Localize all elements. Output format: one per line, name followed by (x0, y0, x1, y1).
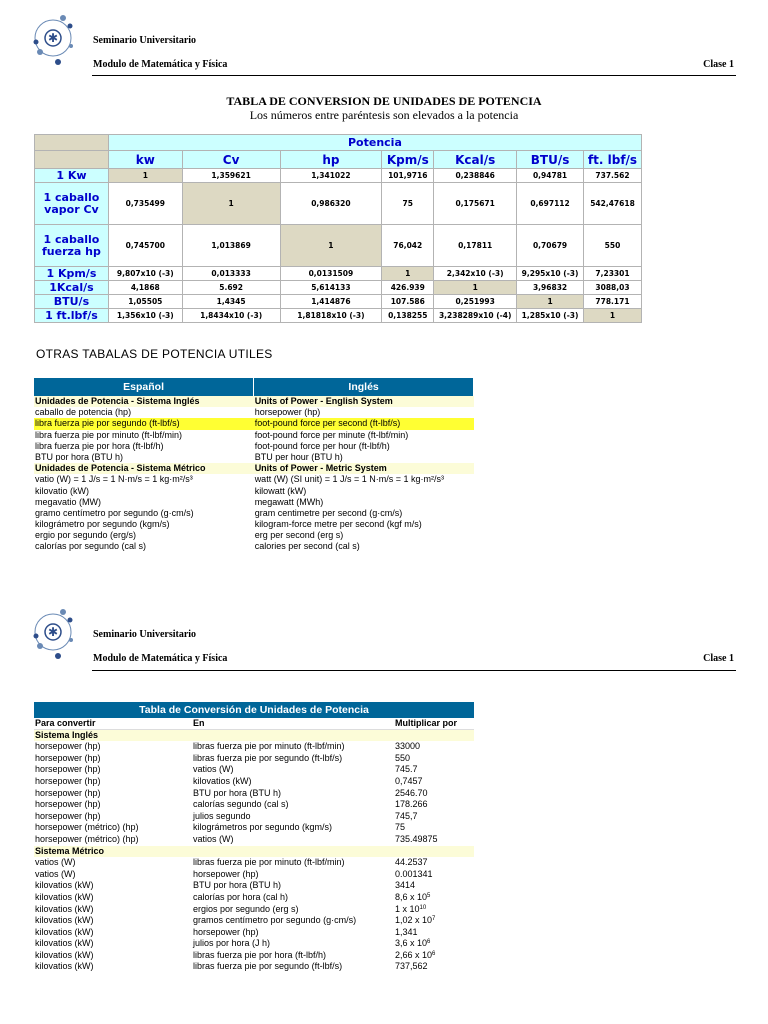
cell-text: horsepower (hp) (35, 764, 101, 775)
column-header-spanish: Español (34, 378, 254, 396)
cell-to (192, 869, 394, 881)
table-cell: 5,614133 (280, 281, 382, 295)
column-header: En (192, 718, 394, 730)
cell-text: 0.001341 (395, 868, 433, 879)
cell-to (192, 846, 394, 858)
english-term: gram centimetre per second (g·cm/s) (254, 508, 474, 519)
cell-text: BTU por hora (BTU h) (193, 787, 282, 798)
cell-from (34, 961, 192, 973)
power-table-row (35, 281, 642, 295)
cell-text: horsepower (hp) (193, 868, 259, 879)
cell-text: 1,341 (395, 926, 418, 937)
cell-from (34, 892, 192, 904)
table-cell: 75 (382, 183, 434, 225)
table-cell: 1,8434x10 (-3) (182, 309, 280, 323)
section-row (34, 463, 474, 474)
cell-text: kilovatios (kW) (35, 926, 94, 937)
spanish-term: Unidades de Potencia - Sistema Inglés (34, 396, 254, 407)
table-cell: 1 (434, 281, 517, 295)
column-header: kw (108, 151, 182, 169)
english-term: Units of Power - Metric System (254, 463, 474, 474)
list-item (34, 497, 474, 508)
header-divider (92, 75, 736, 76)
cell-text: 737,562 (395, 961, 428, 972)
column-header: Kcal/s (434, 151, 517, 169)
table-cell: 5.692 (182, 281, 280, 295)
english-term: kilowatt (kW) (254, 486, 474, 497)
cell-factor (394, 961, 474, 973)
cell-text: vatios (W) (35, 857, 76, 868)
table-row (34, 822, 474, 834)
document-subtitle: Los números entre paréntesis son elevados a la potencia (249, 108, 519, 122)
cell-from (34, 857, 192, 869)
power-table-row (35, 295, 642, 309)
cell-to (192, 764, 394, 776)
list-item (34, 541, 474, 552)
column-header: hp (280, 151, 382, 169)
cell-to (192, 799, 394, 811)
cell-text: horsepower (métrico) (hp) (35, 822, 139, 833)
utn-logo-icon (30, 12, 76, 68)
table-cell: 4,1868 (108, 281, 182, 295)
module-title: Modulo de Matemática y Física (93, 653, 228, 664)
table-cell: 1,356x10 (-3) (108, 309, 182, 323)
table-row (34, 764, 474, 776)
cell-text: gramos centímetro por segundo (g·cm/s) (193, 915, 357, 926)
row-header: BTU/s (35, 295, 109, 309)
cell-text: libras fuerza pie por segundo (ft-lbf/s) (193, 961, 343, 972)
cell-text: libras fuerza pie por minuto (ft-lbf/min) (193, 857, 345, 868)
cell-to (192, 811, 394, 823)
cell-to (192, 857, 394, 869)
english-term: erg per second (erg s) (254, 530, 474, 541)
english-term: BTU per hour (BTU h) (254, 452, 474, 463)
cell-to (192, 788, 394, 800)
table-cell: 7,23301 (584, 267, 642, 281)
cell-from (34, 904, 192, 916)
cell-to (192, 892, 394, 904)
table-row (34, 938, 474, 950)
column-header: ft. lbf/s (584, 151, 642, 169)
table-cell: 3,96832 (517, 281, 584, 295)
table-row (34, 904, 474, 916)
cell-text: 33000 (395, 741, 421, 752)
list-item (34, 474, 474, 485)
cell-to (192, 822, 394, 834)
table-cell: 1 (584, 309, 642, 323)
table-cell: 1,359621 (182, 169, 280, 183)
exponent: 6 (432, 950, 436, 957)
cell-factor (394, 869, 474, 881)
row-header: 1 ft.lbf/s (35, 309, 109, 323)
cell-text: kilovatios (kW) (193, 775, 252, 786)
cell-text: julios por hora (J h) (193, 938, 271, 949)
table-cell: 9,807x10 (-3) (108, 267, 182, 281)
cell-text: kilovatios (kW) (35, 915, 94, 926)
cell-text: horsepower (métrico) (hp) (35, 833, 139, 844)
table-row (34, 892, 474, 904)
table-cell: 0,238846 (434, 169, 517, 183)
cell-text: 0,7457 (395, 775, 423, 786)
table-cell: 1 (517, 295, 584, 309)
table-row (34, 834, 474, 846)
english-term: kilogram-force metre per second (kgf m/s) (254, 519, 474, 530)
english-term: calories per second (cal s) (254, 541, 474, 552)
cell-text: calorías segundo (cal s) (193, 799, 289, 810)
cell-text: horsepower (hp) (35, 741, 101, 752)
cell-text: libras fuerza pie por minuto (ft-lbf/min) (193, 741, 345, 752)
spanish-term: ergio por segundo (erg/s) (34, 530, 254, 541)
cell-text: 1,02 x 10 (395, 915, 433, 926)
exponent: 5 (427, 892, 431, 899)
power-table-row (35, 169, 642, 183)
page-header-1 (30, 12, 736, 68)
table-cell: 0,745700 (108, 225, 182, 267)
table-cell: 101,9716 (382, 169, 434, 183)
cell-factor (394, 915, 474, 927)
header-divider (92, 670, 736, 671)
cell-factor (394, 846, 474, 858)
spanish-term: libra fuerza pie por hora (ft-lbf/h) (34, 441, 254, 452)
table-cell: 1,013869 (182, 225, 280, 267)
cell-text: kilovatios (kW) (35, 949, 94, 960)
table-cell: 426.939 (382, 281, 434, 295)
table-cell: 0,251993 (434, 295, 517, 309)
cell-from (34, 822, 192, 834)
table-cell: 9,295x10 (-3) (517, 267, 584, 281)
document-title: TABLA DE CONVERSION DE UNIDADES DE POTENCIA (226, 94, 542, 108)
column-header: BTU/s (517, 151, 584, 169)
table-cell: 1,414876 (280, 295, 382, 309)
table-row (34, 961, 474, 973)
cell-text: kilovatios (kW) (35, 880, 94, 891)
table-cell: 0,697112 (517, 183, 584, 225)
cell-to (192, 753, 394, 765)
cell-factor (394, 764, 474, 776)
cell-from (34, 811, 192, 823)
cell-factor (394, 741, 474, 753)
cell-text: 745,7 (395, 810, 418, 821)
table-cell: 778.171 (584, 295, 642, 309)
spanish-term: kilovatio (kW) (34, 486, 254, 497)
table-cell: 0,735499 (108, 183, 182, 225)
cell-text: horsepower (hp) (35, 787, 101, 798)
table-row (34, 811, 474, 823)
table-row (34, 741, 474, 753)
table-cell: 0,175671 (434, 183, 517, 225)
row-header: 1 caballo fuerza hp (35, 225, 109, 267)
cell-text: kilovatios (kW) (35, 903, 94, 914)
table-row (34, 869, 474, 881)
table-cell: 0,70679 (517, 225, 584, 267)
table-row (34, 788, 474, 800)
english-term: foot-pound force per hour (ft-lbf/h) (254, 441, 474, 452)
table-cell: 0,013333 (182, 267, 280, 281)
table-row (34, 927, 474, 939)
table-row (34, 880, 474, 892)
spanish-term: kilográmetro por segundo (kgm/s) (34, 519, 254, 530)
section-row (34, 846, 474, 858)
cell-factor (394, 834, 474, 846)
table-cell: 0,94781 (517, 169, 584, 183)
column-header: Kpm/s (382, 151, 434, 169)
units-language-table (34, 378, 474, 553)
cell-factor (394, 880, 474, 892)
cell-from (34, 915, 192, 927)
list-item (34, 418, 474, 429)
table-cell: 107.586 (382, 295, 434, 309)
module-title: Modulo de Matemática y Física (93, 59, 228, 70)
cell-text: horsepower (hp) (35, 775, 101, 786)
english-term: foot-pound force per minute (ft-lbf/min) (254, 430, 474, 441)
list-item (34, 486, 474, 497)
table-cell: 737.562 (584, 169, 642, 183)
seminar-title: Seminario Universitario (93, 629, 197, 640)
conversion-factor-table (34, 702, 474, 973)
svg-text:✱: ✱ (47, 31, 59, 45)
cell-text: libras fuerza pie por segundo (ft-lbf/s) (193, 752, 343, 763)
column-header-english: Inglés (254, 378, 474, 396)
cell-from (34, 741, 192, 753)
table-cell: 0,0131509 (280, 267, 382, 281)
cell-text: 735.49875 (395, 833, 438, 844)
table-cell: 1 (382, 267, 434, 281)
row-header: 1 Kw (35, 169, 109, 183)
cell-text: 2546.70 (395, 787, 428, 798)
cell-text: 550 (395, 752, 411, 763)
cell-factor (394, 904, 474, 916)
table-cell: 550 (584, 225, 642, 267)
table-row (34, 915, 474, 927)
table-row (34, 799, 474, 811)
power-conversion-table (34, 134, 642, 323)
power-table-row (35, 309, 642, 323)
cell-to (192, 904, 394, 916)
cell-text: 178.266 (395, 799, 428, 810)
table-row (34, 950, 474, 962)
row-header: 1 Kpm/s (35, 267, 109, 281)
cell-factor (394, 730, 474, 742)
spanish-term: caballo de potencia (hp) (34, 407, 254, 418)
row-header: 1Kcal/s (35, 281, 109, 295)
table-cell: 0,17811 (434, 225, 517, 267)
table-cell: 1,341022 (280, 169, 382, 183)
cell-from (34, 950, 192, 962)
cell-from (34, 799, 192, 811)
cell-to (192, 730, 394, 742)
cell-factor (394, 811, 474, 823)
column-header: Cv (182, 151, 280, 169)
table-cell: 0,138255 (382, 309, 434, 323)
cell-from (34, 776, 192, 788)
cell-to (192, 915, 394, 927)
cell-text: Sistema Inglés (35, 730, 99, 741)
class-number: Clase 1 (703, 59, 734, 70)
cell-text: 2,66 x 10 (395, 949, 433, 960)
power-table-row (35, 267, 642, 281)
list-item (34, 441, 474, 452)
utn-logo-icon (30, 606, 76, 662)
cell-text: 3,6 x 10 (395, 938, 428, 949)
list-item (34, 508, 474, 519)
table-cell: 1,4345 (182, 295, 280, 309)
english-term: Units of Power - English System (254, 396, 474, 407)
svg-text:✱: ✱ (47, 625, 59, 639)
cell-factor (394, 950, 474, 962)
cell-text: vatios (W) (193, 764, 234, 775)
cell-text: vatios (W) (193, 833, 234, 844)
cell-factor (394, 822, 474, 834)
cell-text: julios segundo (193, 810, 251, 821)
corner-cell (35, 135, 109, 151)
cell-from (34, 788, 192, 800)
cell-from (34, 730, 192, 742)
section-row (34, 396, 474, 407)
list-item (34, 430, 474, 441)
cell-factor (394, 753, 474, 765)
list-item (34, 407, 474, 418)
row-header: 1 caballo vapor Cv (35, 183, 109, 225)
cell-to (192, 741, 394, 753)
exponent: 7 (432, 916, 436, 923)
english-term: watt (W) (SI unit) = 1 J/s = 1 N·m/s = 1 kg·m²/s³ (254, 474, 474, 485)
list-item (34, 530, 474, 541)
table-cell: 1 (280, 225, 382, 267)
list-item (34, 452, 474, 463)
section-row (34, 730, 474, 742)
cell-text: 745.7 (395, 764, 418, 775)
cell-text: Sistema Métrico (35, 845, 105, 856)
cell-to (192, 880, 394, 892)
cell-text: 8,6 x 10 (395, 891, 428, 902)
cell-to (192, 927, 394, 939)
cell-to (192, 776, 394, 788)
cell-to (192, 834, 394, 846)
spanish-term: BTU por hora (BTU h) (34, 452, 254, 463)
english-term: horsepower (hp) (254, 407, 474, 418)
cell-factor (394, 857, 474, 869)
cell-from (34, 880, 192, 892)
cell-from (34, 927, 192, 939)
spanish-term: libra fuerza pie por segundo (ft-lbf/s) (34, 418, 254, 429)
seminar-title: Seminario Universitario (93, 35, 197, 46)
cell-from (34, 869, 192, 881)
cell-text: calorías por hora (cal h) (193, 891, 289, 902)
exponent: 10 (419, 904, 427, 911)
table-cell: 76,042 (382, 225, 434, 267)
cell-from (34, 834, 192, 846)
class-number: Clase 1 (703, 653, 734, 664)
cell-factor (394, 799, 474, 811)
table-cell: 3,238289x10 (-4) (434, 309, 517, 323)
table-caption: Tabla de Conversión de Unidades de Potencia (34, 702, 474, 718)
table-cell: 1,81818x10 (-3) (280, 309, 382, 323)
cell-text: 44.2537 (395, 857, 428, 868)
cell-factor (394, 938, 474, 950)
table-cell: 542,47618 (584, 183, 642, 225)
table-cell: 1 (108, 169, 182, 183)
cell-text: 3414 (395, 880, 416, 891)
english-term: megawatt (MWh) (254, 497, 474, 508)
spanish-term: megavatio (MW) (34, 497, 254, 508)
cell-text: vatios (W) (35, 868, 76, 879)
cell-factor (394, 927, 474, 939)
spanish-term: Unidades de Potencia - Sistema Métrico (34, 463, 254, 474)
cell-factor (394, 892, 474, 904)
cell-factor (394, 776, 474, 788)
cell-text: ergios por segundo (erg s) (193, 903, 299, 914)
table-row (34, 776, 474, 788)
cell-text: 1 x 10 (395, 903, 420, 914)
section-heading: OTRAS TABALAS DE POTENCIA UTILES (36, 347, 273, 361)
cell-to (192, 938, 394, 950)
cell-factor (394, 788, 474, 800)
table-cell: 2,342x10 (-3) (434, 267, 517, 281)
table-cell: 3088,03 (584, 281, 642, 295)
table-row (34, 857, 474, 869)
cell-from (34, 753, 192, 765)
spanish-term: vatio (W) = 1 J/s = 1 N·m/s = 1 kg·m²/s³ (34, 474, 254, 485)
table-cell: 0,986320 (280, 183, 382, 225)
spanish-term: calorías por segundo (cal s) (34, 541, 254, 552)
table-cell: 1,05505 (108, 295, 182, 309)
cell-text: horsepower (hp) (35, 810, 101, 821)
power-table-row (35, 183, 642, 225)
cell-from (34, 764, 192, 776)
cell-text: horsepower (hp) (193, 926, 259, 937)
cell-text: libras fuerza pie por hora (ft-lbf/h) (193, 949, 327, 960)
cell-text: BTU por hora (BTU h) (193, 880, 282, 891)
table-cell: 1,285x10 (-3) (517, 309, 584, 323)
spanish-term: gramo centímetro por segundo (g·cm/s) (34, 508, 254, 519)
english-term: foot-pound force per second (ft-lbf/s) (254, 418, 474, 429)
power-table-row (35, 225, 642, 267)
cell-text: kilográmetros por segundo (kgm/s) (193, 822, 333, 833)
column-header: Multiplicar por (394, 718, 474, 730)
cell-text: horsepower (hp) (35, 799, 101, 810)
table-cell: 1 (182, 183, 280, 225)
exponent: 6 (427, 939, 431, 946)
cell-from (34, 938, 192, 950)
table-row (34, 753, 474, 765)
cell-to (192, 950, 394, 962)
page-header-2 (30, 606, 736, 662)
cell-text: kilovatios (kW) (35, 961, 94, 972)
table-caption: Potencia (108, 135, 641, 151)
cell-text: 75 (395, 822, 406, 833)
corner-cell (35, 151, 109, 169)
cell-to (192, 961, 394, 973)
cell-text: kilovatios (kW) (35, 891, 94, 902)
cell-text: kilovatios (kW) (35, 938, 94, 949)
cell-from (34, 846, 192, 858)
list-item (34, 519, 474, 530)
column-header: Para convertir (34, 718, 192, 730)
spanish-term: libra fuerza pie por minuto (ft-lbf/min) (34, 430, 254, 441)
cell-text: horsepower (hp) (35, 752, 101, 763)
